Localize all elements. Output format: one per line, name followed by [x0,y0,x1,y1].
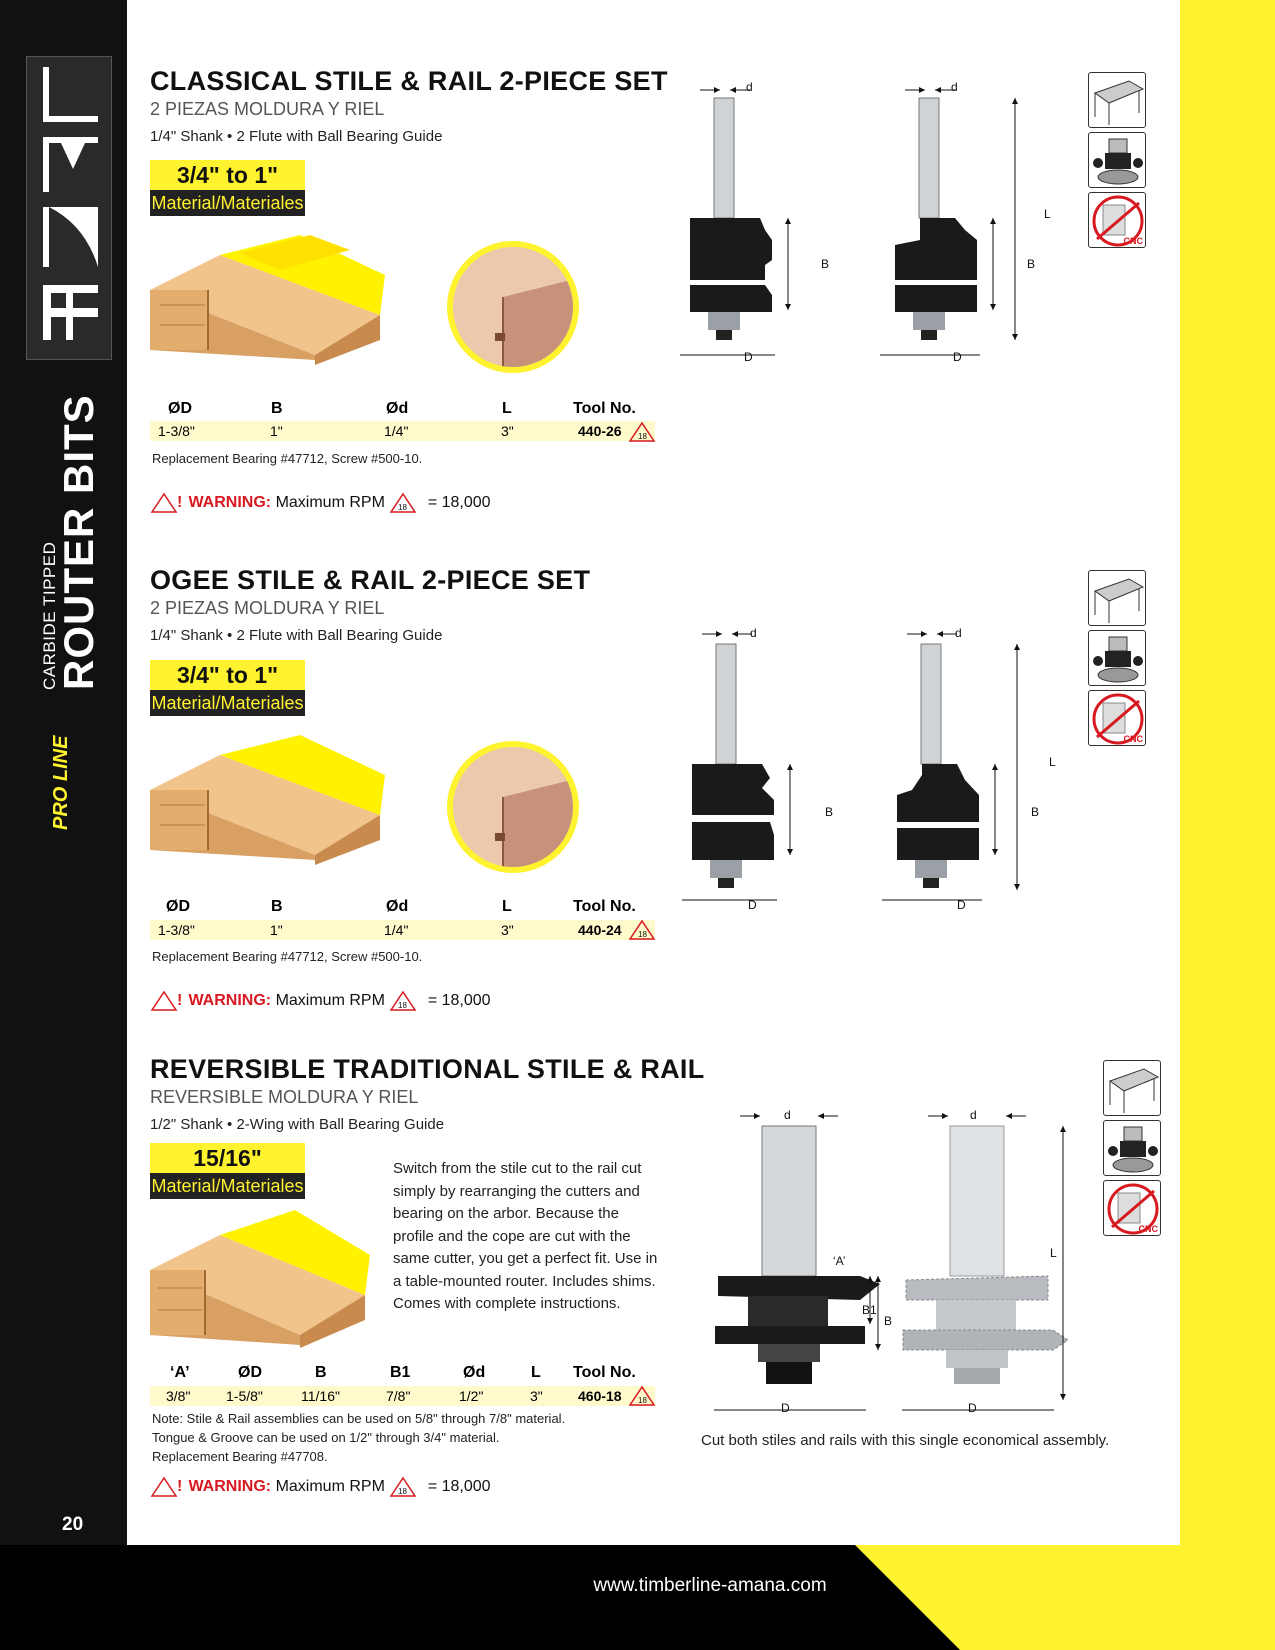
joint-illustration [150,1210,375,1350]
product-spec: 1/4" Shank • 2 Flute with Ball Bearing Guide [150,627,443,644]
col-header: L [502,400,512,417]
product-title: OGEE STILE & RAIL 2-PIECE SET [150,565,591,595]
bit-diagram [700,1100,1080,1420]
joint-closeup-photo [443,237,583,377]
product-subtitle: 2 PIEZAS MOLDURA Y RIEL [150,99,385,119]
footer-url[interactable]: www.timberline-amana.com [593,1575,827,1596]
handheld-router-icon [1088,630,1146,686]
warning-icon [150,492,184,514]
handheld-router-icon [1088,132,1146,188]
col-header: Tool No. [573,1364,636,1381]
page-number: 20 [62,1514,84,1535]
warning-label: WARNING: [188,494,272,512]
warning-icon [150,1476,184,1498]
material-size: 15/16" [150,1143,305,1173]
dim-d: d [784,1108,791,1122]
rpm-badge: 18 [398,503,408,512]
col-header: Ød [463,1364,486,1381]
section-reversible [150,1054,705,1133]
dim-l: L [1044,207,1051,221]
sidebar-title [28,390,108,690]
stile-rail-note: Note: Stile & Rail assemblies can be used on 5/8" through 7/8" material. [152,1411,566,1426]
col-header: B1 [390,1364,411,1381]
cell: 7/8" [386,1388,411,1404]
svg-text:!: ! [177,1478,183,1495]
warning-icon [150,990,184,1012]
rpm-warning-icon [628,1385,658,1407]
warning-text: Maximum RPM [275,1478,385,1496]
cell: 1/2" [459,1388,484,1404]
application-icons [1088,72,1146,252]
material-label: Material/Materiales [150,1173,305,1199]
cell: 1" [270,423,283,439]
tool-number[interactable]: 460-18 [578,1388,622,1404]
cell: 3" [530,1388,543,1404]
bit-diagram [682,630,1042,920]
footer-band [0,1545,1275,1650]
dim-b: B [1031,805,1040,819]
application-icons [1088,570,1146,750]
no-cnc-icon [1088,690,1146,746]
col-header: L [531,1364,541,1381]
dim-diameter: D [957,898,966,912]
section-ogee [150,565,590,644]
no-cnc-icon [1088,192,1146,248]
col-header: ØD [168,400,192,417]
product-spec: 1/2" Shank • 2-Wing with Ball Bearing Guide [150,1116,445,1133]
product-subtitle: 2 PIEZAS MOLDURA Y RIEL [150,598,385,618]
dim-diameter: D [953,350,962,364]
material-size: 3/4" to 1" [150,160,305,190]
proline-logo: PRO LINE [50,735,72,830]
joint-illustration [150,235,390,365]
rpm-warning-icon [389,990,423,1012]
rpm-value: = 18,000 [427,992,491,1010]
dim-diameter: D [968,1401,977,1415]
no-cnc-icon [1103,1180,1161,1236]
cell: 1-5/8" [226,1388,263,1404]
warning-label: WARNING: [188,992,272,1010]
dim-l: L [1050,1246,1057,1260]
col-header: ‘A’ [170,1364,190,1381]
cnc-label: CNC [1123,734,1143,744]
product-title: CLASSICAL STILE & RAIL 2-PIECE SET [150,66,668,96]
dim-b: B [884,1314,893,1328]
col-header: Ød [386,898,409,915]
product-title: REVERSIBLE TRADITIONAL STILE & RAIL [150,1054,705,1084]
svg-text:!: ! [177,494,183,511]
col-header: Ød [386,400,409,417]
dim-d: d [746,80,753,94]
warning-line [150,990,491,1012]
tongue-groove-note: Tongue & Groove can be used on 1/2" through 3/4" material. [152,1430,500,1445]
rpm-badge: 18 [638,930,647,939]
warning-text: Maximum RPM [275,992,385,1010]
material-label: Material/Materiales [150,190,305,216]
handheld-router-icon [1103,1120,1161,1176]
cell: 3/8" [166,1388,191,1404]
cnc-label: CNC [1138,1224,1158,1234]
router-table-icon [1088,72,1146,128]
rpm-warning-icon [389,1476,423,1498]
rpm-warning-icon [389,492,423,514]
cell: 3" [501,423,514,439]
cnc-label: CNC [1123,236,1143,246]
dim-b: B [825,805,834,819]
col-header: ØD [166,898,190,915]
cell: 1-3/8" [158,922,195,938]
joint-illustration [150,735,390,865]
warning-line [150,1476,491,1498]
profile-icons [26,56,112,360]
product-spec: 1/4" Shank • 2 Flute with Ball Bearing Guide [150,128,443,145]
material-label: Material/Materiales [150,690,305,716]
material-badge [150,1143,305,1199]
dim-b1: B1 [862,1303,877,1317]
rpm-badge: 18 [398,1001,408,1010]
col-header: B [271,400,283,417]
cell: 3" [501,922,514,938]
dim-d: d [750,626,757,640]
bit-diagram [680,80,1040,370]
col-header: L [502,898,512,915]
dim-a: ‘A’ [833,1254,846,1268]
col-header: B [315,1364,327,1381]
product-subtitle: REVERSIBLE MOLDURA Y RIEL [150,1087,419,1107]
cell: 1/4" [384,423,409,439]
material-badge [150,160,305,216]
tool-number[interactable]: 440-26 [578,423,622,439]
cell: 1-3/8" [158,423,195,439]
joint-closeup-photo [443,737,583,877]
yellow-edge-band [1180,0,1275,1650]
rpm-badge: 18 [638,432,647,441]
tool-number[interactable]: 440-24 [578,922,622,938]
col-header: Tool No. [573,898,636,915]
rpm-badge: 18 [638,1396,647,1405]
svg-text:!: ! [177,992,183,1009]
rpm-warning-icon [628,919,658,941]
rpm-value: = 18,000 [427,494,491,512]
col-header: B [271,898,283,915]
dim-b: B [1027,257,1036,271]
section-classical [150,66,668,145]
warning-line [150,492,491,514]
application-icons [1103,1060,1161,1240]
sidebar-title-big: ROUTER BITS [55,394,102,690]
dim-diameter: D [744,350,753,364]
dim-d: d [970,1108,977,1122]
dim-b: B [821,257,830,271]
cell: 1/4" [384,922,409,938]
warning-text: Maximum RPM [275,494,385,512]
product-description: Switch from the stile cut to the rail cut simply by rearranging the cutters and bearing on the arbor. Because the profile and the cope are cut with the same cutter, you get a perfect fit. Use in a table-mounted router. Includes shims. Comes with complete instructions. [393,1160,658,1312]
col-header: ØD [238,1364,262,1381]
assembly-caption: Cut both stiles and rails with this single economical assembly. [701,1432,1110,1449]
cell: 1" [270,922,283,938]
col-header: Tool No. [573,400,636,417]
material-size: 3/4" to 1" [150,660,305,690]
bearing-note: Replacement Bearing #47712, Screw #500-10. [152,451,423,466]
rpm-badge: 18 [398,1487,408,1496]
router-table-icon [1103,1060,1161,1116]
sidebar-title-small: CARBIDE TIPPED [40,541,59,690]
rpm-value: = 18,000 [427,1478,491,1496]
material-badge [150,660,305,716]
cell: 11/16" [301,1388,340,1404]
dim-d: d [955,626,962,640]
router-table-icon [1088,570,1146,626]
dim-d: d [951,80,958,94]
dim-l: L [1049,755,1056,769]
dim-diameter: D [748,898,757,912]
bearing-note: Replacement Bearing #47708. [152,1449,328,1464]
warning-label: WARNING: [188,1478,272,1496]
dim-diameter: D [781,1401,790,1415]
rpm-warning-icon [628,421,658,443]
bearing-note: Replacement Bearing #47712, Screw #500-10. [152,949,423,964]
